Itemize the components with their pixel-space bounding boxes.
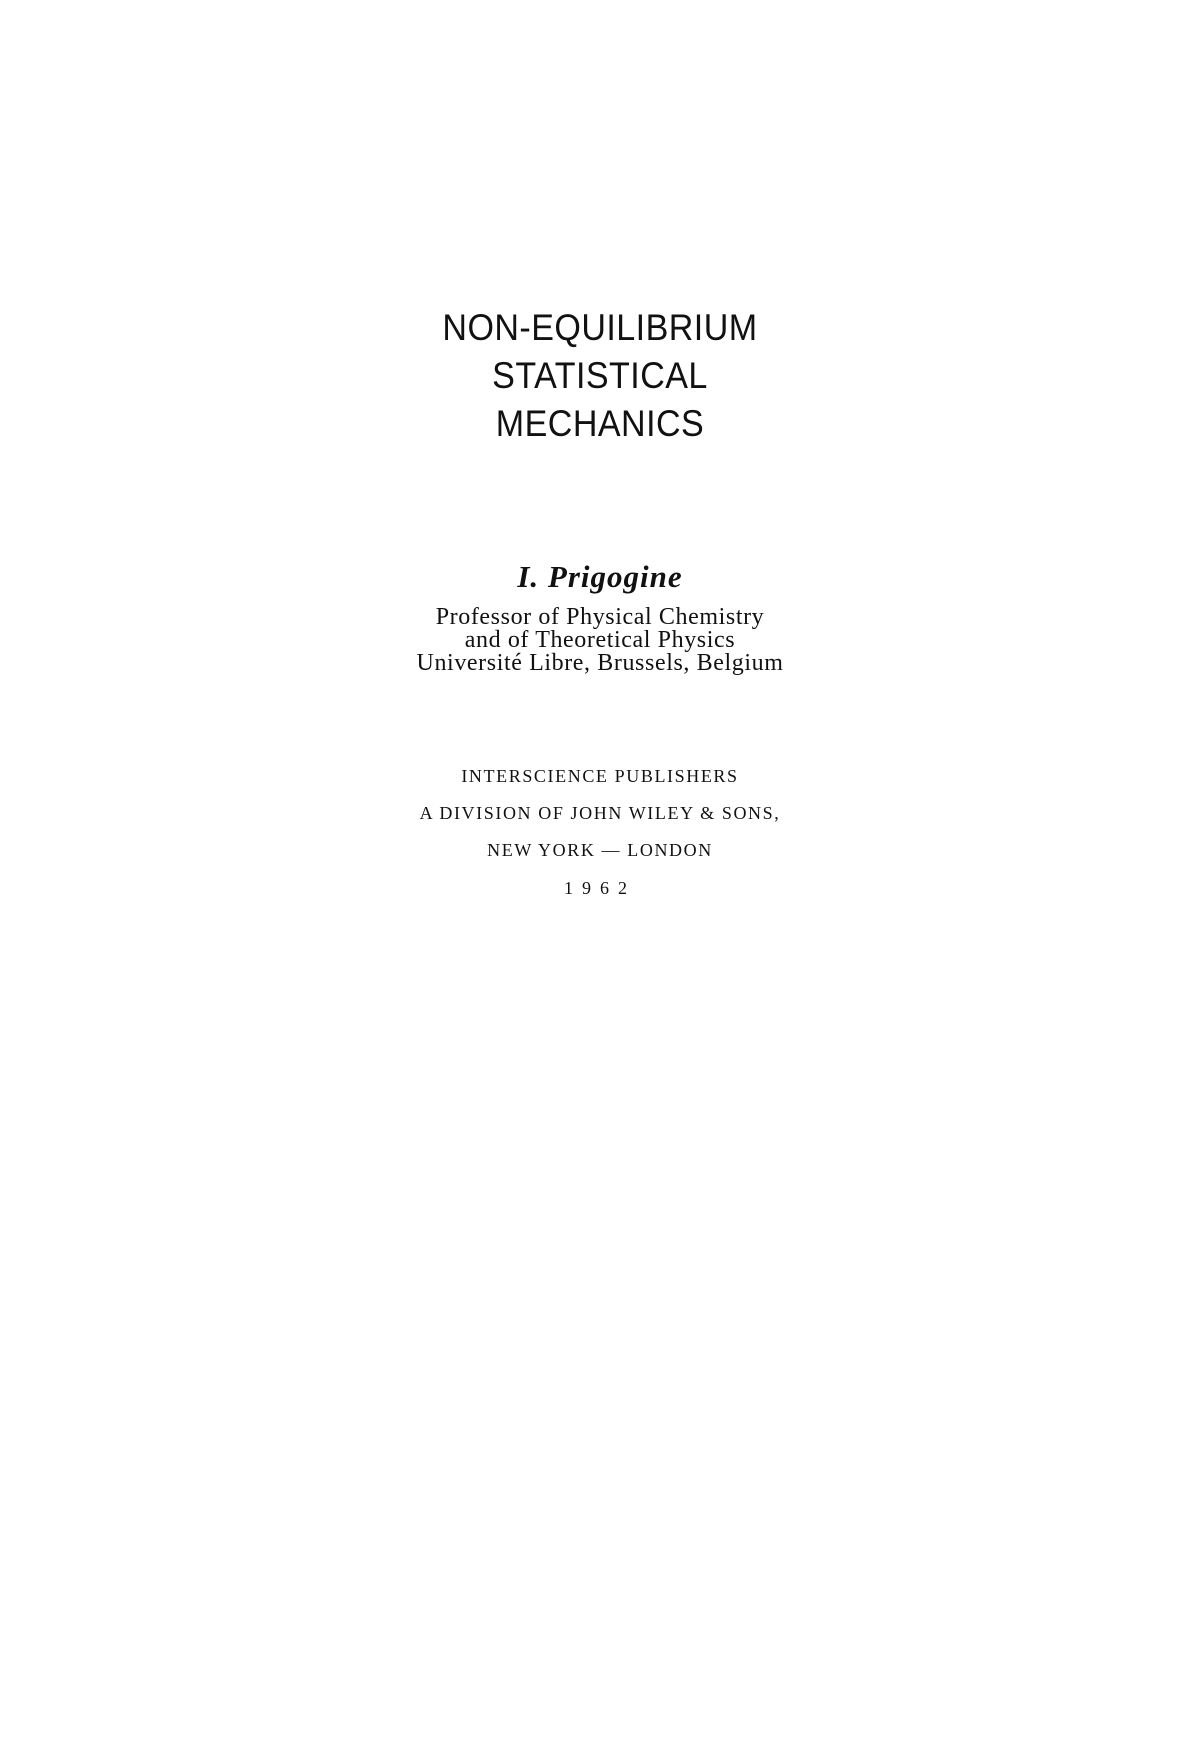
book-title [0,304,1200,448]
affiliation-line-3: Université Libre, Brussels, Belgium [416,650,784,676]
publisher-line-3: NEW YORK — LONDON [487,840,713,860]
publisher-line-1: INTERSCIENCE PUBLISHERS [461,766,739,786]
title-line-3: MECHANICS [495,403,705,444]
affiliation-line-1: Professor of Physical Chemistry [435,604,765,630]
author-affiliation [0,606,1200,675]
publication-year: 1962 [564,878,636,898]
publisher-block [0,758,1200,869]
affiliation-line-2: and of Theoretical Physics [464,627,736,653]
publisher-line-2: A DIVISION OF JOHN WILEY & SONS, [419,803,781,823]
author-name: I. Prigogine [517,559,683,594]
title-line-1: NON-EQUILIBRIUM [442,307,758,348]
title-line-2: STATISTICAL [492,355,708,396]
